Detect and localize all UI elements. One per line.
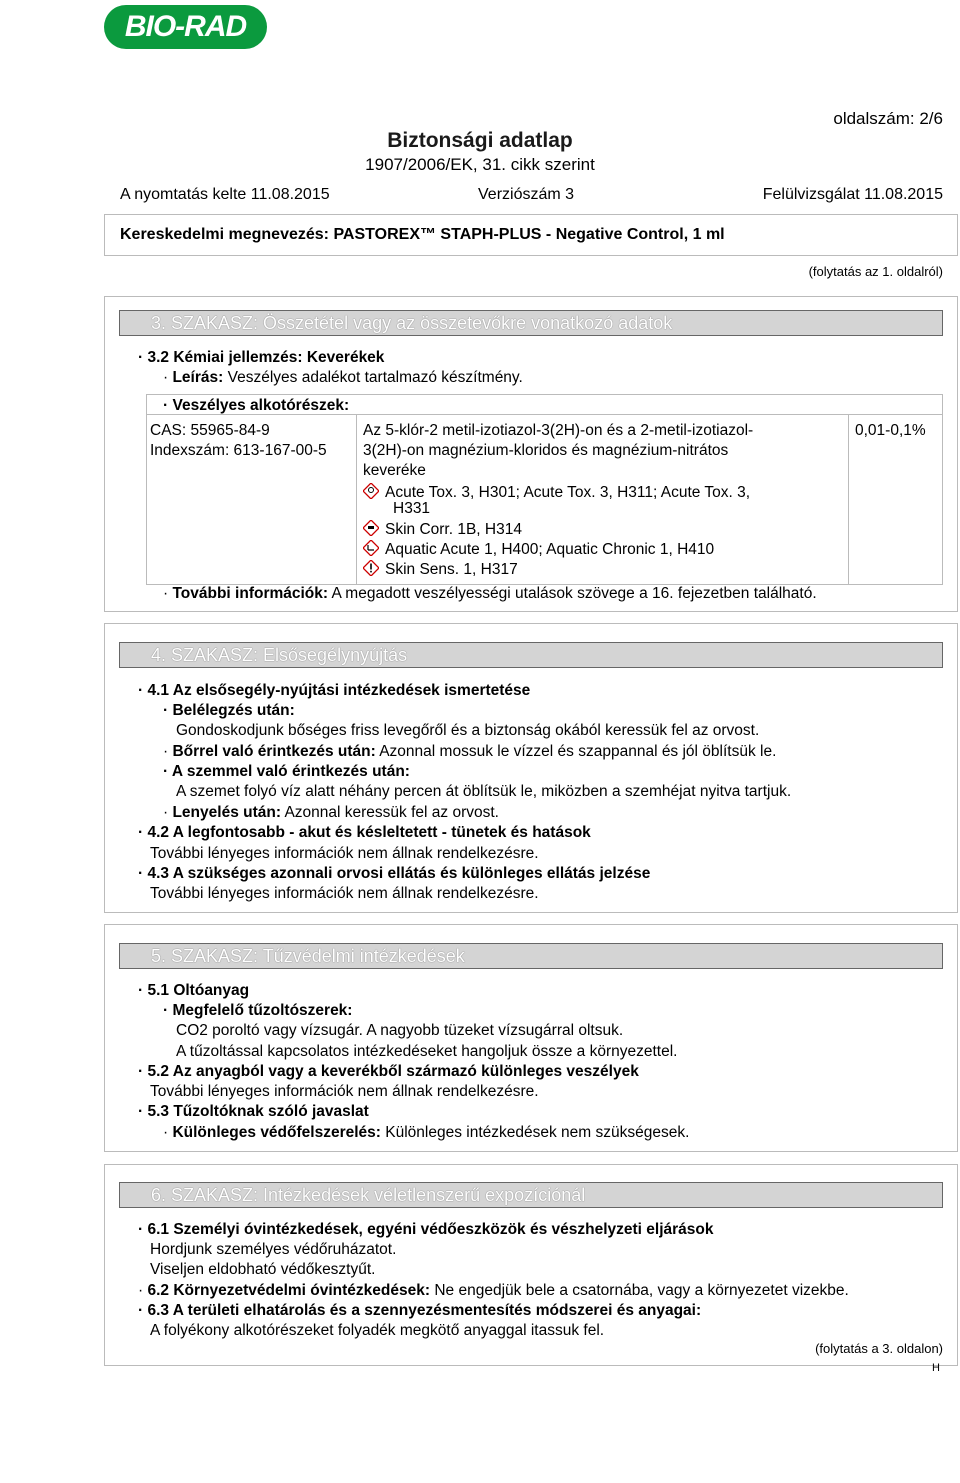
table-divider (146, 414, 943, 415)
document-title: Biztonsági adatlap (387, 129, 573, 152)
s3-more-info: · További információk: A megadott veszélyességi utalások szövege a 16. fejezetben található. (163, 585, 817, 603)
page-number: oldalszám: 2/6 (833, 109, 943, 128)
substance-line-3: keveréke (363, 462, 426, 479)
s6-1-text-1: Hordjunk személyes védőruházatot. (150, 1241, 397, 1258)
bio-rad-logo: BIO-RAD (104, 5, 267, 49)
continued-from: (folytatás az 1. oldalról) (808, 264, 943, 279)
cas-number: CAS: 55965-84-9 (150, 422, 270, 439)
corrosion-icon (363, 520, 379, 536)
hazard-aquatic: Aquatic Acute 1, H400; Aquatic Chronic 1, H410 (363, 540, 714, 559)
s5-2-text: További lényeges információk nem állnak rendelkezésre. (150, 1083, 539, 1100)
s6-1-label: · 6.1 Személyi óvintézkedések, egyéni védőeszközök és vészhelyzeti eljárások (138, 1221, 714, 1239)
s4-3-text: További lényeges információk nem állnak rendelkezésre. (150, 885, 539, 902)
footer-mark: H (932, 1362, 940, 1374)
hazard-skin-corr: Skin Corr. 1B, H314 (363, 520, 522, 539)
document-subtitle: 1907/2006/EK, 31. cikk szerint (365, 155, 595, 174)
s5-1-label: · 5.1 Oltóanyag (138, 982, 249, 1000)
revision-date: Felülvizsgálat 11.08.2015 (762, 186, 943, 203)
s5-suitable-text-1: CO2 poroltó vagy vízsugár. A nagyobb tüzeket vízsugárral oltsuk. (176, 1022, 624, 1039)
skull-icon (363, 483, 379, 499)
version: Verziószám 3 (478, 186, 575, 203)
s4-ingestion: · Lenyelés után: Azonnal keressük fel az orvost. (163, 804, 499, 822)
print-date: A nyomtatás kelte 11.08.2015 (120, 186, 330, 203)
section-5-heading: 5. SZAKASZ: Tűzvédelmi intézkedések (119, 943, 943, 969)
s5-equipment: · Különleges védőfelszerelés: Különleges intézkedések nem szükségesek. (163, 1124, 689, 1142)
s4-eye-label: · A szemmel való érintkezés után: (163, 763, 410, 781)
hazard-acute-tox: Acute Tox. 3, H301; Acute Tox. 3, H311; Acute Tox. 3, (363, 483, 750, 502)
s5-2-label: · 5.2 Az anyagból vagy a keverékből származó különleges veszélyek (138, 1063, 639, 1081)
section-6-heading: 6. SZAKASZ: Intézkedések véletlenszerű expozíciónál (119, 1182, 943, 1208)
s6-3-text: A folyékony alkotórészeket folyadék megkötő anyaggal itassuk fel. (150, 1322, 605, 1339)
s4-1-label: · 4.1 Az elsősegély-nyújtási intézkedések ismertetése (138, 682, 530, 700)
s4-3-label: · 4.3 A szükséges azonnali orvosi ellátás és különleges ellátás jelzése (138, 865, 650, 883)
s4-2-label: · 4.2 A legfontosabb - akut és késleltetett - tünetek és hatások (138, 824, 591, 842)
continued-to: (folytatás a 3. oldalon) (815, 1341, 943, 1356)
concentration: 0,01-0,1% (855, 422, 926, 439)
hazard-skin-sens: Skin Sens. 1, H317 (363, 560, 518, 579)
s4-inhalation-text: Gondoskodjunk bőséges friss levegőről és a biztonság okából keressük fel az orvost. (176, 722, 760, 739)
s5-3-label: · 5.3 Tűzoltóknak szóló javaslat (138, 1103, 369, 1121)
substance-line-1: Az 5-klór-2 metil-izotiazol-3(2H)-on és a 2-metil-izotiazol- (363, 422, 754, 439)
s5-suitable-text-2: A tűzoltással kapcsolatos intézkedéseket hangoljuk össze a környezettel. (176, 1043, 678, 1060)
s3-dangerous-label: · Veszélyes alkotórészek: (163, 397, 349, 415)
hazard-acute-tox-cont: H331 (393, 500, 431, 517)
s4-eye-text: A szemet folyó víz alatt néhány percen át öblítsük le, miközben a szemhéjat nyitva tartjuk. (176, 783, 792, 800)
s4-skin: · Bőrrel való érintkezés után: Azonnal mossuk le vízzel és szappannal és jól öblítsük le. (163, 743, 776, 761)
s6-3-label: · 6.3 A területi elhatárolás és a szennyezésmentesítés módszerei és anyagai: (138, 1302, 701, 1320)
s6-2: · 6.2 Környezetvédelmi óvintézkedések: Ne engedjük bele a csatornába, vagy a környezetet vizekbe. (138, 1282, 849, 1300)
s5-suitable-label: · Megfelelő tűzoltószerek: (163, 1002, 352, 1020)
exclamation-icon (363, 560, 379, 576)
substance-line-2: 3(2H)-on magnézium-kloridos és magnézium-nitrátos (363, 442, 729, 459)
s6-1-text-2: Viseljen eldobható védőkesztyűt. (150, 1261, 376, 1278)
s4-2-text: További lényeges információk nem állnak rendelkezésre. (150, 845, 539, 862)
s4-inhalation-label: · Belélegzés után: (163, 702, 295, 720)
table-col-divider-2 (848, 414, 849, 584)
section-4-heading: 4. SZAKASZ: Elsősegélynyújtás (119, 642, 943, 668)
s3-description: · Leírás: Veszélyes adalékot tartalmazó készítmény. (163, 369, 523, 387)
product-name: Kereskedelmi megnevezés: PASTOREX™ STAPH-PLUS - Negative Control, 1 ml (120, 226, 725, 243)
table-col-divider-1 (356, 414, 357, 584)
environment-icon (363, 540, 379, 556)
s3-2-label: · 3.2 Kémiai jellemzés: Keverékek (138, 349, 384, 367)
section-3-heading: 3. SZAKASZ: Összetétel vagy az összetevőkre vonatkozó adatok (119, 310, 943, 336)
index-number: Indexszám: 613-167-00-5 (150, 442, 327, 459)
